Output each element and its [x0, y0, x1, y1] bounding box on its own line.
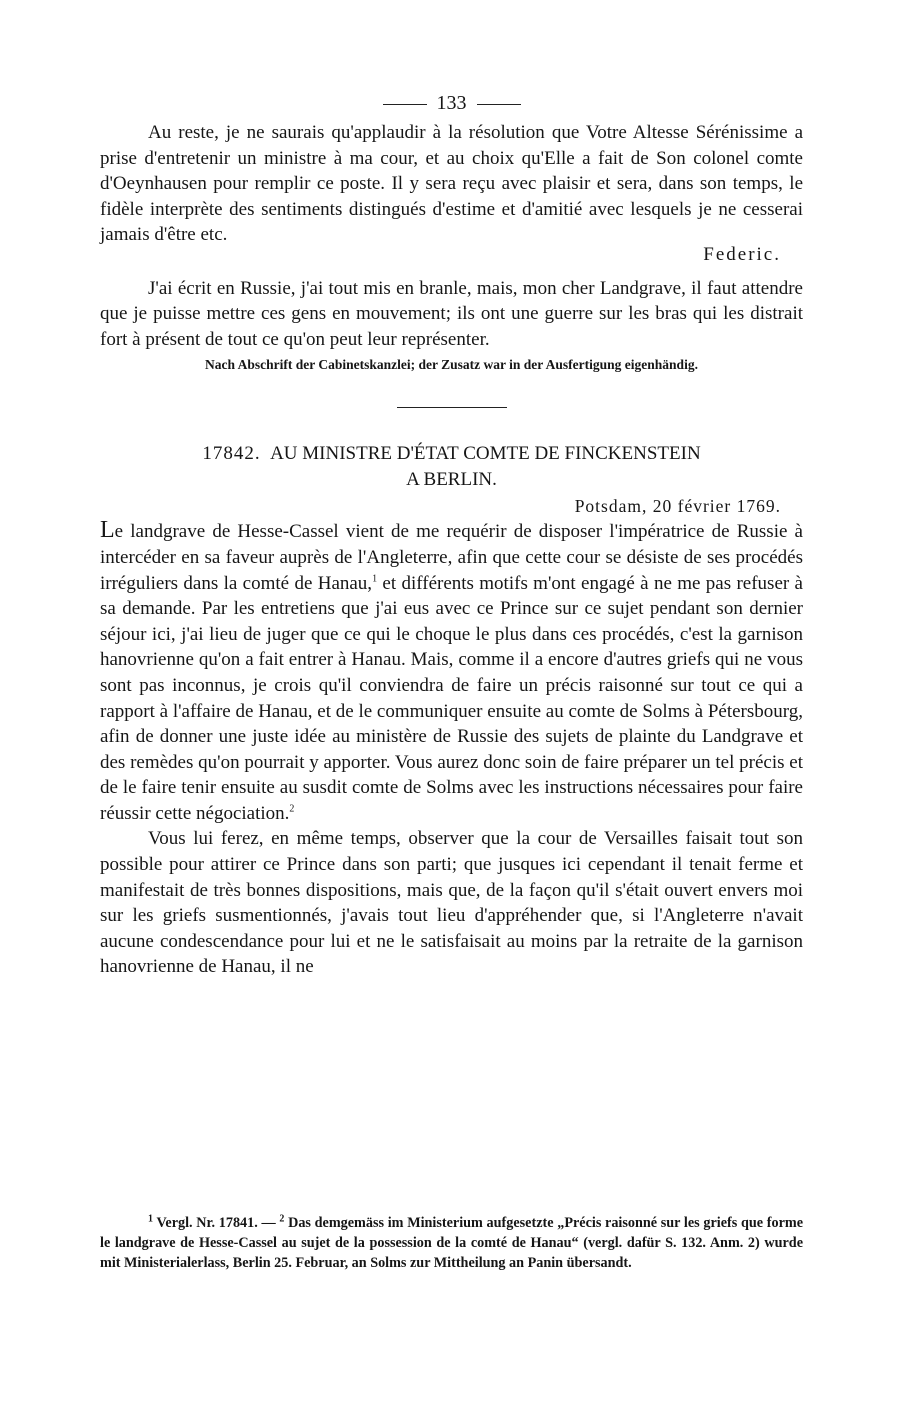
footnote-ref-1: 1: [372, 573, 378, 585]
letter2-dropcap: L: [100, 517, 115, 544]
letter1-paragraph: Au reste, je ne saurais qu'applaudir à la résolution que Votre Altesse Sérénissime a prise d'entretenir un ministre à ma cour, et au choix qu'Elle a fait de Son colonel comte d'Oeynhausen pour remplir ce poste. Il y sera reçu avec plaisir et sera, dans son temps, le fidèle interprète des sentiments distingués d'estime et d'amitié avec lesquels je ne cesserai jamais d'être etc.: [100, 122, 803, 246]
footnote-2-text: Das demgemäss im Ministerium aufgesetzte „Précis raisonné sur les griefs que forme le landgrave de Hesse-Cassel au sujet de la possession de la comté de Hanau“ (vergl. dafür S. 132. Anm. 2) wurde mit Ministerialerlass, Berlin 25. Februar, an Solms zur Mittheilung an Panin übersandt.: [100, 1215, 803, 1271]
footnote-1-text: Vergl. Nr. 17841. —: [153, 1215, 280, 1231]
letter2-heading-line1: [100, 441, 803, 467]
page-number-dash-left: [383, 104, 427, 105]
letter2-dateline: Potsdam, 20 février 1769.: [574, 496, 781, 517]
letter1-postscript: J'ai écrit en Russie, j'ai tout mis en branle, mais, mon cher Landgrave, il faut attendre que je puisse mettre ces gens en mouvement; ils ont une guerre sur les bras qui les distrait fort à présent de tout ce qu'on peut leur représenter.: [100, 277, 803, 350]
letter1-signature: Federic.: [703, 243, 781, 265]
section-divider: [397, 407, 507, 408]
letter2-heading: [100, 441, 803, 493]
letter2-heading-line2: A BERLIN.: [406, 469, 497, 491]
footnotes: [100, 1213, 803, 1273]
letter2-addressee: AU MINISTRE D'ÉTAT COMTE DE FINCKENSTEIN: [270, 443, 701, 465]
page-body: [100, 86, 803, 980]
letter2-paragraph2: Vous lui ferez, en même temps, observer que la cour de Versailles faisait tout son possible pour attirer ce Prince dans son parti; que jusques ici cependant il tenait ferme et manifestait de très bonnes dispositions, mais que, de la façon qu'il s'était ouvert envers moi sur les griefs susmentionnés, j'avais tout lieu d'appréhender que, si l'Angleterre n'avait aucune condescendance pour lui et ne le satisfaisait au moins par la retraite de la garnison hanovrienne de Hanau, il ne: [100, 828, 803, 978]
page-number-dash-right: [477, 104, 521, 105]
footnote-1-mark: 1: [148, 1213, 153, 1225]
page-number-line: [100, 86, 803, 120]
footnote-block: [100, 1213, 803, 1273]
footnote-2-mark: 2: [279, 1213, 285, 1225]
letter2-number: 17842.: [202, 443, 261, 465]
letter1-source-note: Nach Abschrift der Cabinetskanzlei; der Zusatz war in der Ausfertigung eigenhändig.: [205, 357, 698, 373]
page-number: 133: [436, 92, 467, 114]
letter2-paragraph1-part-a: e landgrave de Hesse-Cassel vient de me requérir de disposer l'impératrice de Russie à intercéder en sa faveur auprès de l'Angleterre, afin que cette cour se désiste de ses procédés irréguliers dans la comté de Hanau,: [100, 521, 803, 594]
letter2-paragraph1-part-b: et différents motifs m'ont engagé à ne me pas refuser à sa demande. Par les entretiens que j'ai eus avec ce Prince sur ce sujet pendant son dernier séjour ici, j'ai lieu de juger que ce qui le choque le plus dans ces procédés, c'est la garnison hanovrienne qu'on a fait entrer à Hanau. Mais, comme il a encore d'autres griefs qui ne vous sont pas inconnus, je crois qu'il conviendra de faire un précis raisonné sur tout ce qui a rapport à l'affaire de Hanau, et de le communiquer ensuite au comte de Solms à Pétersbourg, afin de donner une juste idée au ministère de Russie des sujets de plainte du Landgrave et des remèdes qu'on pourrait y apporter. Vous aurez donc soin de faire préparer un tel précis et de le faire tenir ensuite au susdit comte de Solms avec les instructions nécessaires pour faire réussir cette négociation.: [100, 572, 803, 824]
letter2-paragraph1: [100, 518, 803, 826]
footnote-ref-2: 2: [289, 803, 295, 815]
